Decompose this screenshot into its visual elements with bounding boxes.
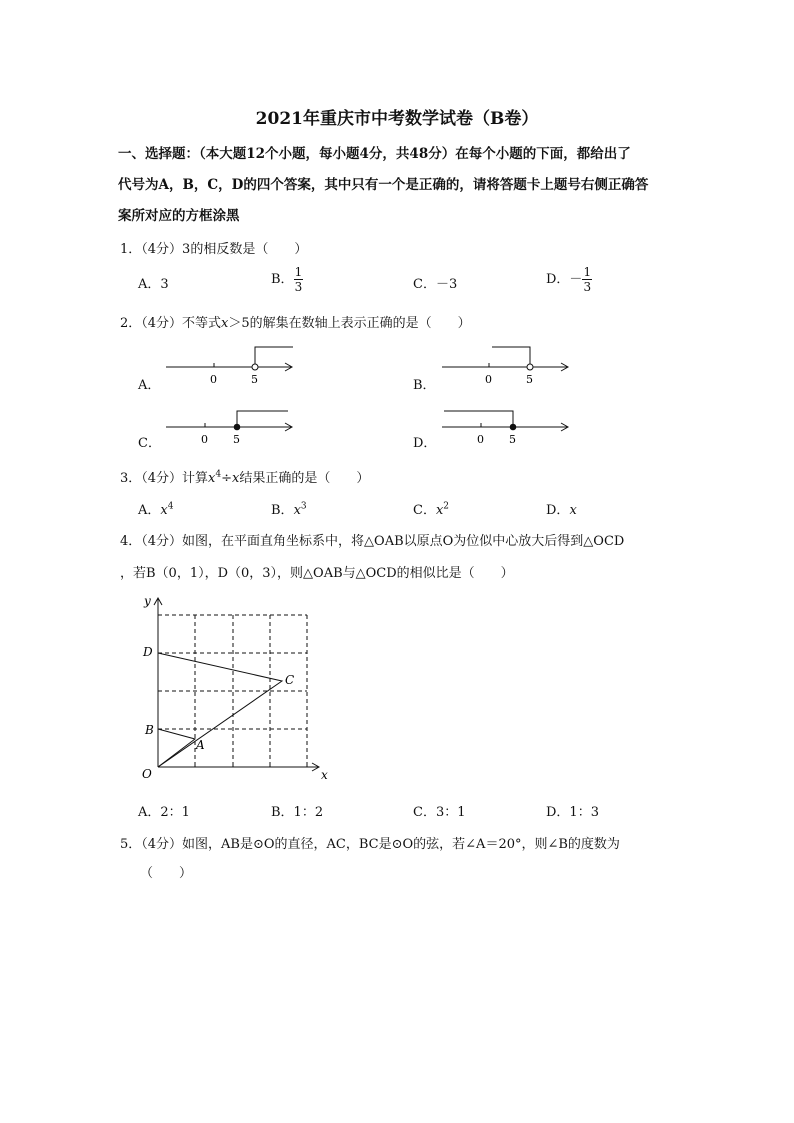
solution-bracket xyxy=(492,347,530,367)
q3-option-c-var: x xyxy=(435,503,444,518)
tick-label-five: 5 xyxy=(526,373,533,386)
q2-option-d-label: D． xyxy=(413,436,437,451)
solution-bracket xyxy=(444,411,513,427)
grid-lines xyxy=(158,615,307,767)
tick-label-zero: 0 xyxy=(485,373,492,386)
q3-option-c-exp: 2 xyxy=(443,501,450,512)
q2-stem-start: 2．（4分）不等式 xyxy=(120,316,222,331)
tick-label-zero: 0 xyxy=(201,433,208,446)
q3-option-a-exp: 4 xyxy=(167,501,174,512)
q4-coordinate-graph xyxy=(135,590,335,786)
tick-label-five: 5 xyxy=(509,433,516,446)
open-circle-icon xyxy=(527,364,533,370)
q1-option-d-numerator: 1 xyxy=(583,265,592,279)
q4-option-c: C．3：1 xyxy=(413,805,466,820)
question-5-stem-line-2: （ ） xyxy=(140,866,193,881)
section-instruction-line-1: 一、选择题：（本大题12个小题，每小题4分，共48分）在每个小题的下面，都给出了 xyxy=(118,146,631,162)
q3-stem-exponent: 4 xyxy=(215,469,222,480)
q2-option-b-label: B． xyxy=(413,378,436,393)
section-instruction-line-3: 案所对应的方框涂黑 xyxy=(118,208,240,224)
q1-option-d-label: D．－ xyxy=(546,272,583,287)
point-b-label: B xyxy=(145,723,154,737)
q3-option-a xyxy=(138,499,173,518)
triangle-ocd xyxy=(158,653,282,767)
q2-option-a-number-line xyxy=(160,342,300,390)
q3-stem-divisor: x xyxy=(232,471,240,486)
question-5-stem-line-1: 5．（4分）如图，AB是⊙O的直径，AC，BC是⊙O的弦，若∠A＝20°，则∠B的度数为 xyxy=(120,837,620,852)
q4-option-a: A．2：1 xyxy=(138,805,190,820)
q3-stem-base: x xyxy=(208,471,216,486)
q3-stem-end: 结果正确的是（ ） xyxy=(239,471,370,486)
tick-label-five: 5 xyxy=(233,433,240,446)
q3-stem-start: 3．（4分）计算 xyxy=(120,471,209,486)
q2-option-c-label: C． xyxy=(138,436,161,451)
tick-label-five: 5 xyxy=(251,373,258,386)
point-a-label: A xyxy=(196,738,205,752)
closed-circle-icon xyxy=(510,424,516,430)
tick-label-zero: 0 xyxy=(210,373,217,386)
q3-stem-divide: ÷ xyxy=(221,471,233,486)
q1-option-d xyxy=(546,265,592,294)
open-circle-icon xyxy=(252,364,258,370)
q3-option-c xyxy=(413,499,449,518)
q1-option-b-denominator: 3 xyxy=(294,280,303,294)
q2-option-a-label: A． xyxy=(138,378,161,393)
question-4-stem-line-2: ，若B（0，1），D（0，3），则△OAB与△OCD的相似比是（ ） xyxy=(120,566,514,581)
q3-option-d xyxy=(546,499,577,518)
q2-option-c-number-line xyxy=(160,405,300,451)
point-d-label: D xyxy=(143,645,153,659)
q3-option-d-label: D． xyxy=(546,503,570,518)
question-4-stem-line-1: 4．（4分）如图，在平面直角坐标系中，将△OAB以原点O为位似中心放大后得到△OCD xyxy=(120,534,625,549)
q3-option-b xyxy=(271,499,307,518)
q2-option-d-number-line xyxy=(436,405,576,451)
q3-option-a-var: x xyxy=(160,503,168,518)
q3-option-b-var: x xyxy=(293,503,301,518)
question-3-stem xyxy=(120,467,369,486)
point-o-label: O xyxy=(142,767,152,781)
q4-option-d: D．1：3 xyxy=(546,805,599,820)
q3-option-b-exp: 3 xyxy=(300,501,307,512)
q3-option-a-label: A． xyxy=(138,503,161,518)
q3-option-d-var: x xyxy=(569,503,577,518)
q1-option-d-fraction xyxy=(582,265,592,294)
q1-option-a: A．3 xyxy=(138,277,169,292)
q1-option-c: C．－3 xyxy=(413,277,458,292)
q1-option-d-denominator: 3 xyxy=(583,280,592,294)
q2-stem-var: x xyxy=(221,316,229,331)
q1-option-b-fraction xyxy=(294,265,304,294)
question-2-stem xyxy=(120,312,471,331)
page-title: 2021年重庆市中考数学试卷（B卷） xyxy=(255,109,539,129)
closed-circle-icon xyxy=(234,424,240,430)
q1-option-b xyxy=(271,265,303,294)
q1-option-b-numerator: 1 xyxy=(294,265,303,279)
y-axis-label: y xyxy=(144,594,151,608)
question-1-stem: 1．（4分）3的相反数是（ ） xyxy=(120,242,308,257)
q2-option-b-number-line xyxy=(436,342,576,390)
x-axis-label: x xyxy=(321,768,328,782)
q3-option-c-label: C． xyxy=(413,503,436,518)
solution-bracket xyxy=(237,411,288,427)
tick-label-zero: 0 xyxy=(477,433,484,446)
q1-option-b-label: B． xyxy=(271,272,294,287)
point-c-label: C xyxy=(285,673,295,687)
q2-stem-end: ＞5的解集在数轴上表示正确的是（ ） xyxy=(228,316,471,331)
q4-option-b: B．1：2 xyxy=(271,805,324,820)
section-instruction-line-2: 代号为A，B，C，D的四个答案，其中只有一个是正确的，请将答题卡上题号右侧正确答 xyxy=(118,177,649,193)
triangle-oab xyxy=(158,729,195,767)
q3-option-b-label: B． xyxy=(271,503,294,518)
